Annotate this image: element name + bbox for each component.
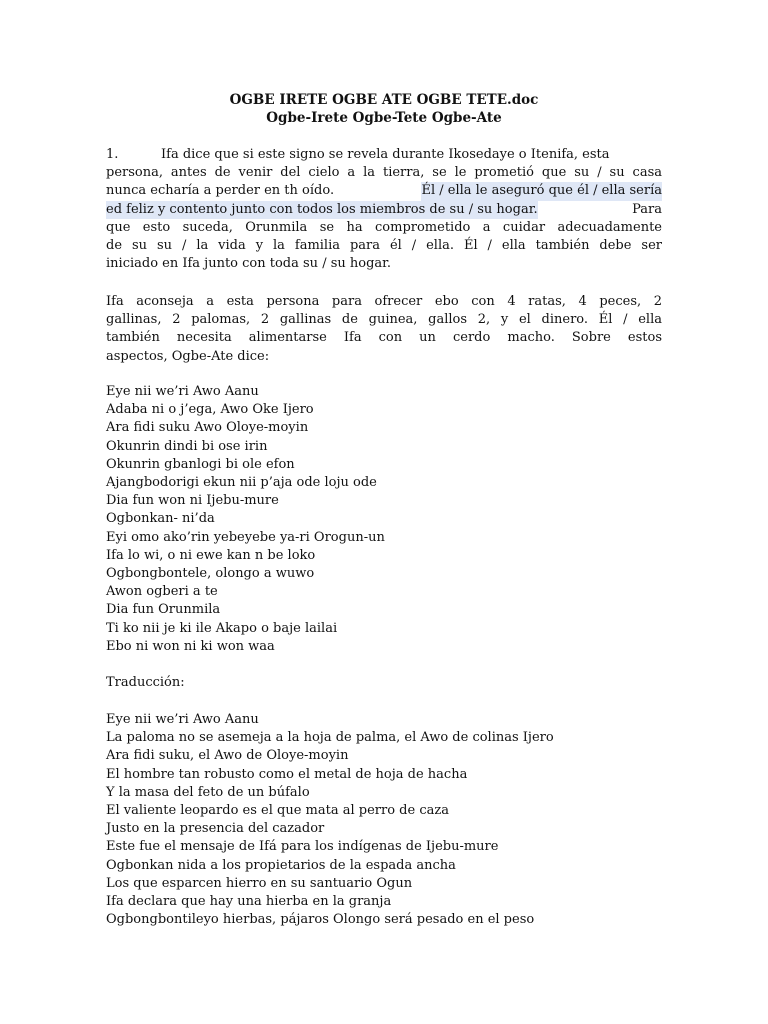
- verse-line: Ifa lo wi, o ni ewe kan n be loko: [106, 547, 316, 563]
- paragraph-line: también necesita alimentarse Ifa con un cerdo macho. Sobre estos: [106, 330, 662, 346]
- paragraph-line: [106, 182, 662, 200]
- paragraph-line: gallinas, 2 palomas, 2 gallinas de guinea, gallos 2, y el dinero. Él / ella: [106, 312, 662, 328]
- verse-original: [106, 383, 662, 656]
- verse-line: Y la masa del feto de un búfalo: [106, 784, 310, 800]
- translation-heading: Traducción:: [106, 675, 185, 690]
- paragraph-2: [106, 293, 662, 366]
- verse-line: Ogbonkan nida a los propietarios de la espada ancha: [106, 857, 456, 873]
- verse-line: Ti ko nii je ki ile Akapo o baje lailai: [106, 620, 338, 636]
- verse-line: Eyi omo ako’rin yebeyebe ya-ri Orogun-un: [106, 529, 385, 545]
- highlighted-text: ed feliz y contento junto con todos los miembros de su / su hogar.: [106, 201, 538, 219]
- verse-line: Okunrin gbanlogi bi ole efon: [106, 456, 295, 472]
- paragraph-text: Ifa dice que si este signo se revela durante Ikosedaye o Itenifa, esta: [161, 147, 610, 162]
- paragraph-text: Para: [632, 201, 662, 217]
- verse-line: Ogbonkan- ni’da: [106, 511, 215, 527]
- verse-line: Ebo ni won ni ki won waa: [106, 638, 275, 654]
- highlighted-text: Él / ella le aseguró que él / ella sería: [421, 182, 662, 200]
- verse-line: Eye nii we’ri Awo Aanu: [106, 712, 259, 727]
- verse-line: Ogbongbontileyo hierbas, pájaros Olongo será pesado en el peso: [106, 912, 535, 928]
- paragraph-line: [106, 146, 662, 164]
- verse-line: Justo en la presencia del cazador: [106, 821, 325, 837]
- verse-line: Los que esparcen hierro en su santuario Ogun: [106, 875, 413, 891]
- verse-line: Ara fidi suku, el Awo de Oloye-moyin: [106, 748, 349, 764]
- paragraph-text: nunca echaría a perder en th oído.: [106, 183, 335, 199]
- paragraph-line: Ifa aconseja a esta persona para ofrecer ebo con 4 ratas, 4 peces, 2: [106, 294, 662, 309]
- verse-line: Este fue el mensaje de Ifá para los indígenas de Ijebu-mure: [106, 839, 499, 855]
- verse-line: Ara fidi suku Awo Oloye-moyin: [106, 420, 309, 436]
- verse-line: Adaba ni o j’ega, Awo Oke Ijero: [106, 402, 314, 418]
- translation-section: [106, 674, 662, 692]
- paragraph-line: aspectos, Ogbe-Ate dice:: [106, 348, 270, 364]
- verse-translation: [106, 711, 662, 929]
- document-subtitle: Ogbe-Irete Ogbe-Tete Ogbe-Ate: [266, 110, 502, 126]
- paragraph-line: iniciado en Ifa junto con toda su / su hogar.: [106, 256, 392, 272]
- verse-line: El hombre tan robusto como el metal de hoja de hacha: [106, 766, 468, 782]
- verse-line: Ajangbodorigi ekun nii p’aja ode loju ode: [106, 475, 377, 491]
- verse-line: Eye nii we’ri Awo Aanu: [106, 384, 259, 399]
- document-title: OGBE IRETE OGBE ATE OGBE TETE.doc: [229, 92, 539, 108]
- verse-line: Okunrin dindi bi ose irin: [106, 438, 268, 454]
- verse-line: El valiente leopardo es el que mata al perro de caza: [106, 803, 449, 819]
- verse-line: La paloma no se asemeja a la hoja de palma, el Awo de colinas Ijero: [106, 730, 554, 746]
- verse-line: Ogbongbontele, olongo a wuwo: [106, 566, 315, 582]
- paragraph-1: [106, 146, 662, 273]
- document-header: [106, 91, 662, 127]
- paragraph-line: que esto suceda, Orunmila se ha comprometido a cuidar adecuadamente: [106, 219, 662, 235]
- paragraph-line: de su su / la vida y la familia para él / ella. Él / ella también debe ser: [106, 238, 662, 254]
- verse-line: Ifa declara que hay una hierba en la granja: [106, 894, 392, 910]
- paragraph-line: [106, 201, 662, 219]
- paragraph-line: persona, antes de venir del cielo a la tierra, se le prometió que su / su casa: [106, 165, 662, 181]
- verse-line: Awon ogberi a te: [106, 584, 218, 600]
- paragraph-number: 1.: [106, 147, 119, 162]
- verse-line: Dia fun won ni Ijebu-mure: [106, 493, 279, 509]
- verse-line: Dia fun Orunmila: [106, 602, 221, 618]
